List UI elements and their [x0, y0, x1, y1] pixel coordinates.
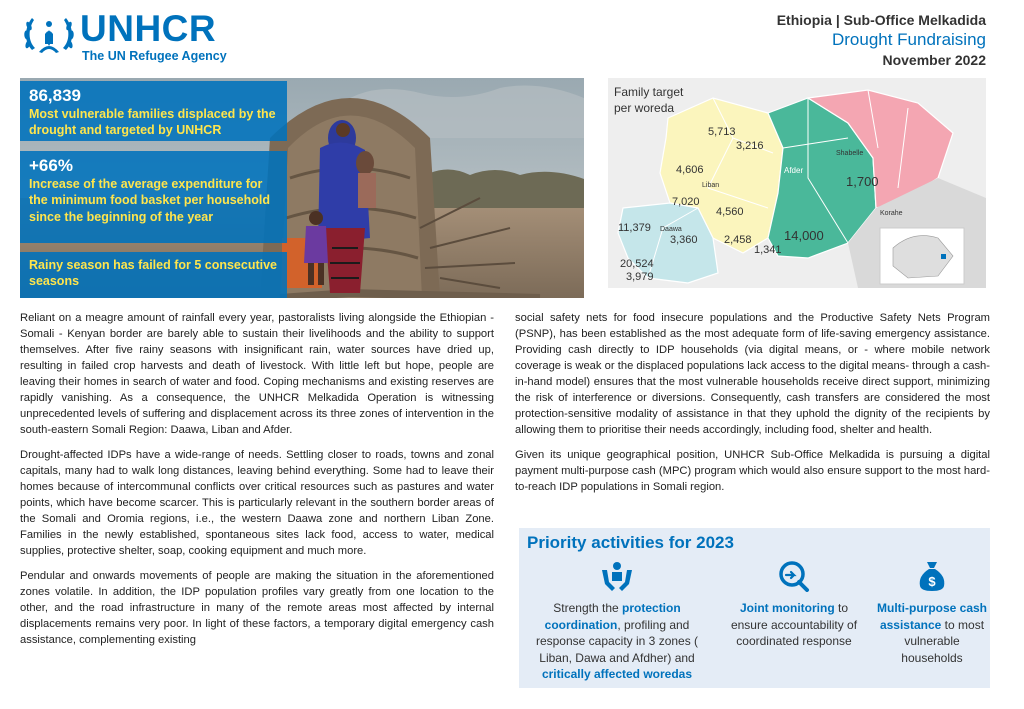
map-region-label: Afder — [784, 166, 804, 175]
stat-text: Most vulnerable families displaced by the drought and targeted by UNHCR — [29, 107, 276, 138]
map-value: 3,979 — [626, 271, 654, 283]
map-value: 7,020 — [672, 196, 700, 208]
activity-cash — [877, 560, 987, 666]
activity-text: Strength the — [553, 601, 623, 615]
map-value: 3,360 — [670, 234, 698, 246]
map-region-label: Korahe — [880, 210, 903, 217]
activity-text: to ensure accountability of coordinated response — [730, 601, 858, 649]
body-column-left — [20, 310, 494, 657]
map-value: 14,000 — [784, 228, 824, 243]
map-value: 4,560 — [716, 206, 744, 218]
map-value: 1,341 — [754, 244, 782, 256]
map-value: 3,216 — [736, 140, 764, 152]
brand-name: UNHCR — [80, 8, 217, 49]
activity-monitoring — [724, 560, 864, 650]
stat-box-rainy-season — [20, 252, 287, 298]
report-location: Ethiopia | Sub-Office Melkadida — [776, 12, 986, 28]
protection-icon — [600, 560, 634, 592]
body-column-right — [515, 310, 990, 504]
activity-highlight: Joint monitoring — [740, 601, 835, 615]
priority-activities-panel — [519, 528, 990, 688]
brand-tagline: The UN Refugee Agency — [82, 49, 227, 63]
map-region-label: Daawa — [660, 226, 682, 233]
map-value: 1,700 — [846, 174, 879, 189]
stat-text: Increase of the average expenditure for the minimum food basket per household since the beginning of the year — [29, 177, 270, 224]
stat-number: 86,839 — [29, 86, 81, 105]
map-region-label: Liban — [702, 182, 720, 189]
stat-number: +66% — [29, 156, 73, 175]
woreda-map — [608, 78, 986, 288]
stat-box-expenditure — [20, 151, 287, 243]
svg-text:$: $ — [928, 574, 936, 589]
map-title: Family target per woreda — [614, 85, 684, 116]
map-value: 4,606 — [676, 164, 704, 176]
activity-text: to most vulnerable households — [901, 617, 985, 665]
stat-box-families — [20, 81, 287, 141]
body-paragraph: social safety nets for food insecure populations and the Productive Safety Nets Program (PSNP), has been established as the most adequate form of life-saving emergency assistance. Providing cash directly to IDP households (via digital means, or - where mobile network coverage is weak or the displaced populations lack access to the digital means- through a cash-in-hand model) ensures that the most vulnerable households receive direct support, minimizing the risk of interference or diversions. Consequently, cash transfers are considered the most protection-sensitive modality of assistance in that they uphold the dignity of the recipients by allowing them to prioritise their needs accordingly, including food, shelter and health. — [515, 312, 990, 437]
map-value: 2,458 — [724, 234, 752, 246]
monitoring-icon — [778, 560, 810, 592]
map-value: 11,379 — [618, 222, 651, 234]
map-value: 20,524 — [620, 258, 654, 270]
activity-protection — [527, 560, 707, 683]
unhcr-logo — [20, 10, 230, 65]
body-paragraph: Reliant on a meagre amount of rainfall every year, pastoralists living alongside the Ethiopian - Somali - Kenyan border are barely able to sustain their livelihoods and the ability to support themselves. After five rainy seasons with insignificant rain, water sources have dried up, resulting in failed crop harvests and death of livestock. With little left but hope, people are leaving their homes in search of water and food. Coping mechanisms and existing reserves are rapidly vanishing. As a consequence, the UNHCR Melkadida Operation is witnessing unprecedented levels of suffering and displacement across its three zones of intervention in the south-eastern Somali Region: Daawa, Liban and Afder. — [20, 312, 494, 437]
map-value: 5,713 — [708, 126, 736, 138]
stat-text: Rainy season has failed for 5 consecutive seasons — [29, 258, 278, 289]
laurel-icon — [20, 10, 78, 60]
map-region-label: Shabelle — [836, 150, 864, 157]
body-paragraph: Pendular and onwards movements of people are making the situation in the aforementioned zones volatile. In addition, the IDP population profiles vary greatly from one location to the other, and the road infrastructure in many of the remote areas most affected by internal displacements remains very poor. In light of these factors, a temporary digital emergency cash assistance, complementing existing — [20, 570, 494, 647]
report-header — [777, 12, 986, 68]
report-title: Drought Fundraising — [831, 30, 986, 49]
activity-highlight: Multi-purpose cash assistance — [877, 601, 988, 632]
activity-highlight: critically affected woredas — [541, 667, 693, 682]
activity-text: , profiling and response capacity in 3 zones ( Liban, Dawa and Afdher) and — [535, 617, 699, 665]
cash-bag-icon — [918, 560, 946, 592]
activity-highlight: protection coordination — [544, 601, 681, 632]
body-paragraph: Drought-affected IDPs have a wide-range of needs. Settling closer to roads, towns and zonal capitals, many had to walk long distances, leaving behind everything. Some had to leave their homes because of intercommunal conflicts over critical resources such as pastures and water points, which have become scarcer. This is particularly relevant in the southern border areas of the Somali and Oromia regions, i.e., the western Daawa zone and northern Liban Zone. Families in the newly established, spontaneous sites lack food, access to water, medical supplies, protective shelter, soap, cooking equipment and much more. — [20, 449, 494, 558]
report-date: November 2022 — [882, 52, 986, 68]
priority-title: Priority activities for 2023 — [527, 533, 734, 552]
body-paragraph: Given its unique geographical position, UNHCR Sub-Office Melkadida is pursuing a digital payment multi-purpose cash (MPC) program which would also ensure support to the most hard-to-reach IDP populations in Somali region. — [515, 449, 990, 494]
